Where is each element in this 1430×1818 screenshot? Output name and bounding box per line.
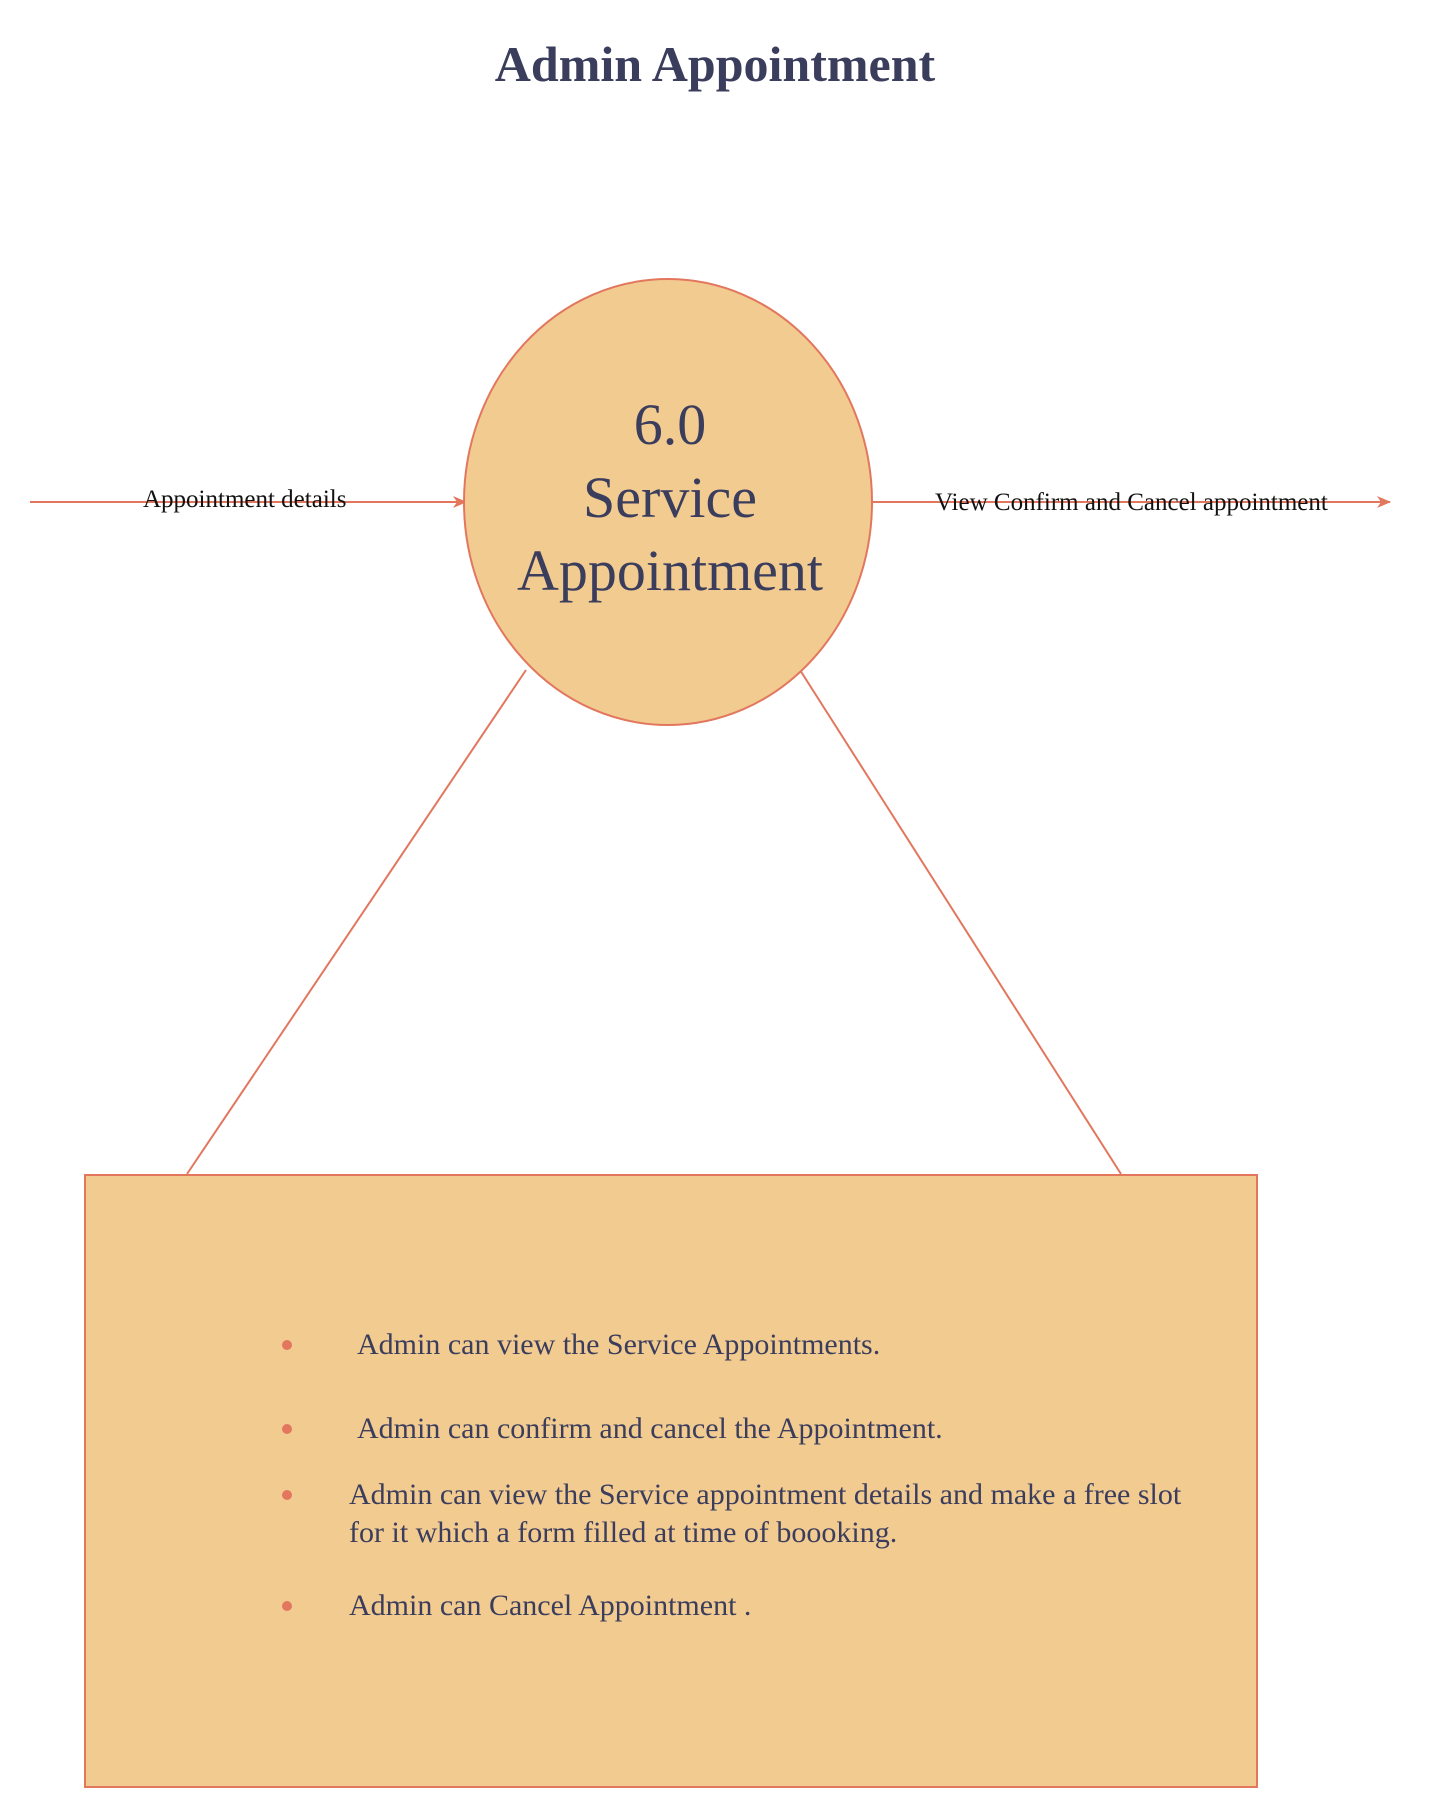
description-list — [86, 1326, 1256, 1625]
bullet-icon — [282, 1340, 292, 1350]
list-item — [86, 1476, 1256, 1552]
process-name-line1: Service — [583, 465, 757, 530]
output-flow-label: View Confirm and Cancel appointment — [935, 489, 1328, 516]
list-item-text: Admin can view the Service appointment details and make a free slot for it which a form filled at time of boooking. — [349, 1478, 1182, 1549]
process-name-line2: Appointment — [516, 538, 824, 603]
list-item-text: Admin can Cancel Appointment . — [349, 1589, 752, 1622]
diagram-title: Admin Appointment — [494, 36, 936, 92]
list-item — [86, 1410, 1256, 1448]
note-connector-right — [800, 670, 1121, 1174]
process-label — [470, 388, 870, 607]
description-note-box — [84, 1174, 1258, 1788]
note-connector-left — [187, 670, 526, 1174]
process-number: 6.0 — [633, 392, 707, 457]
list-item — [86, 1326, 1256, 1364]
bullet-icon — [282, 1490, 292, 1500]
list-item-text: Admin can view the Service Appointments. — [357, 1328, 881, 1361]
bullet-icon — [282, 1601, 292, 1611]
input-flow-label: Appointment details — [143, 486, 347, 513]
list-item-text: Admin can confirm and cancel the Appointment. — [357, 1412, 943, 1445]
bullet-icon — [282, 1424, 292, 1434]
list-item — [86, 1587, 1256, 1625]
